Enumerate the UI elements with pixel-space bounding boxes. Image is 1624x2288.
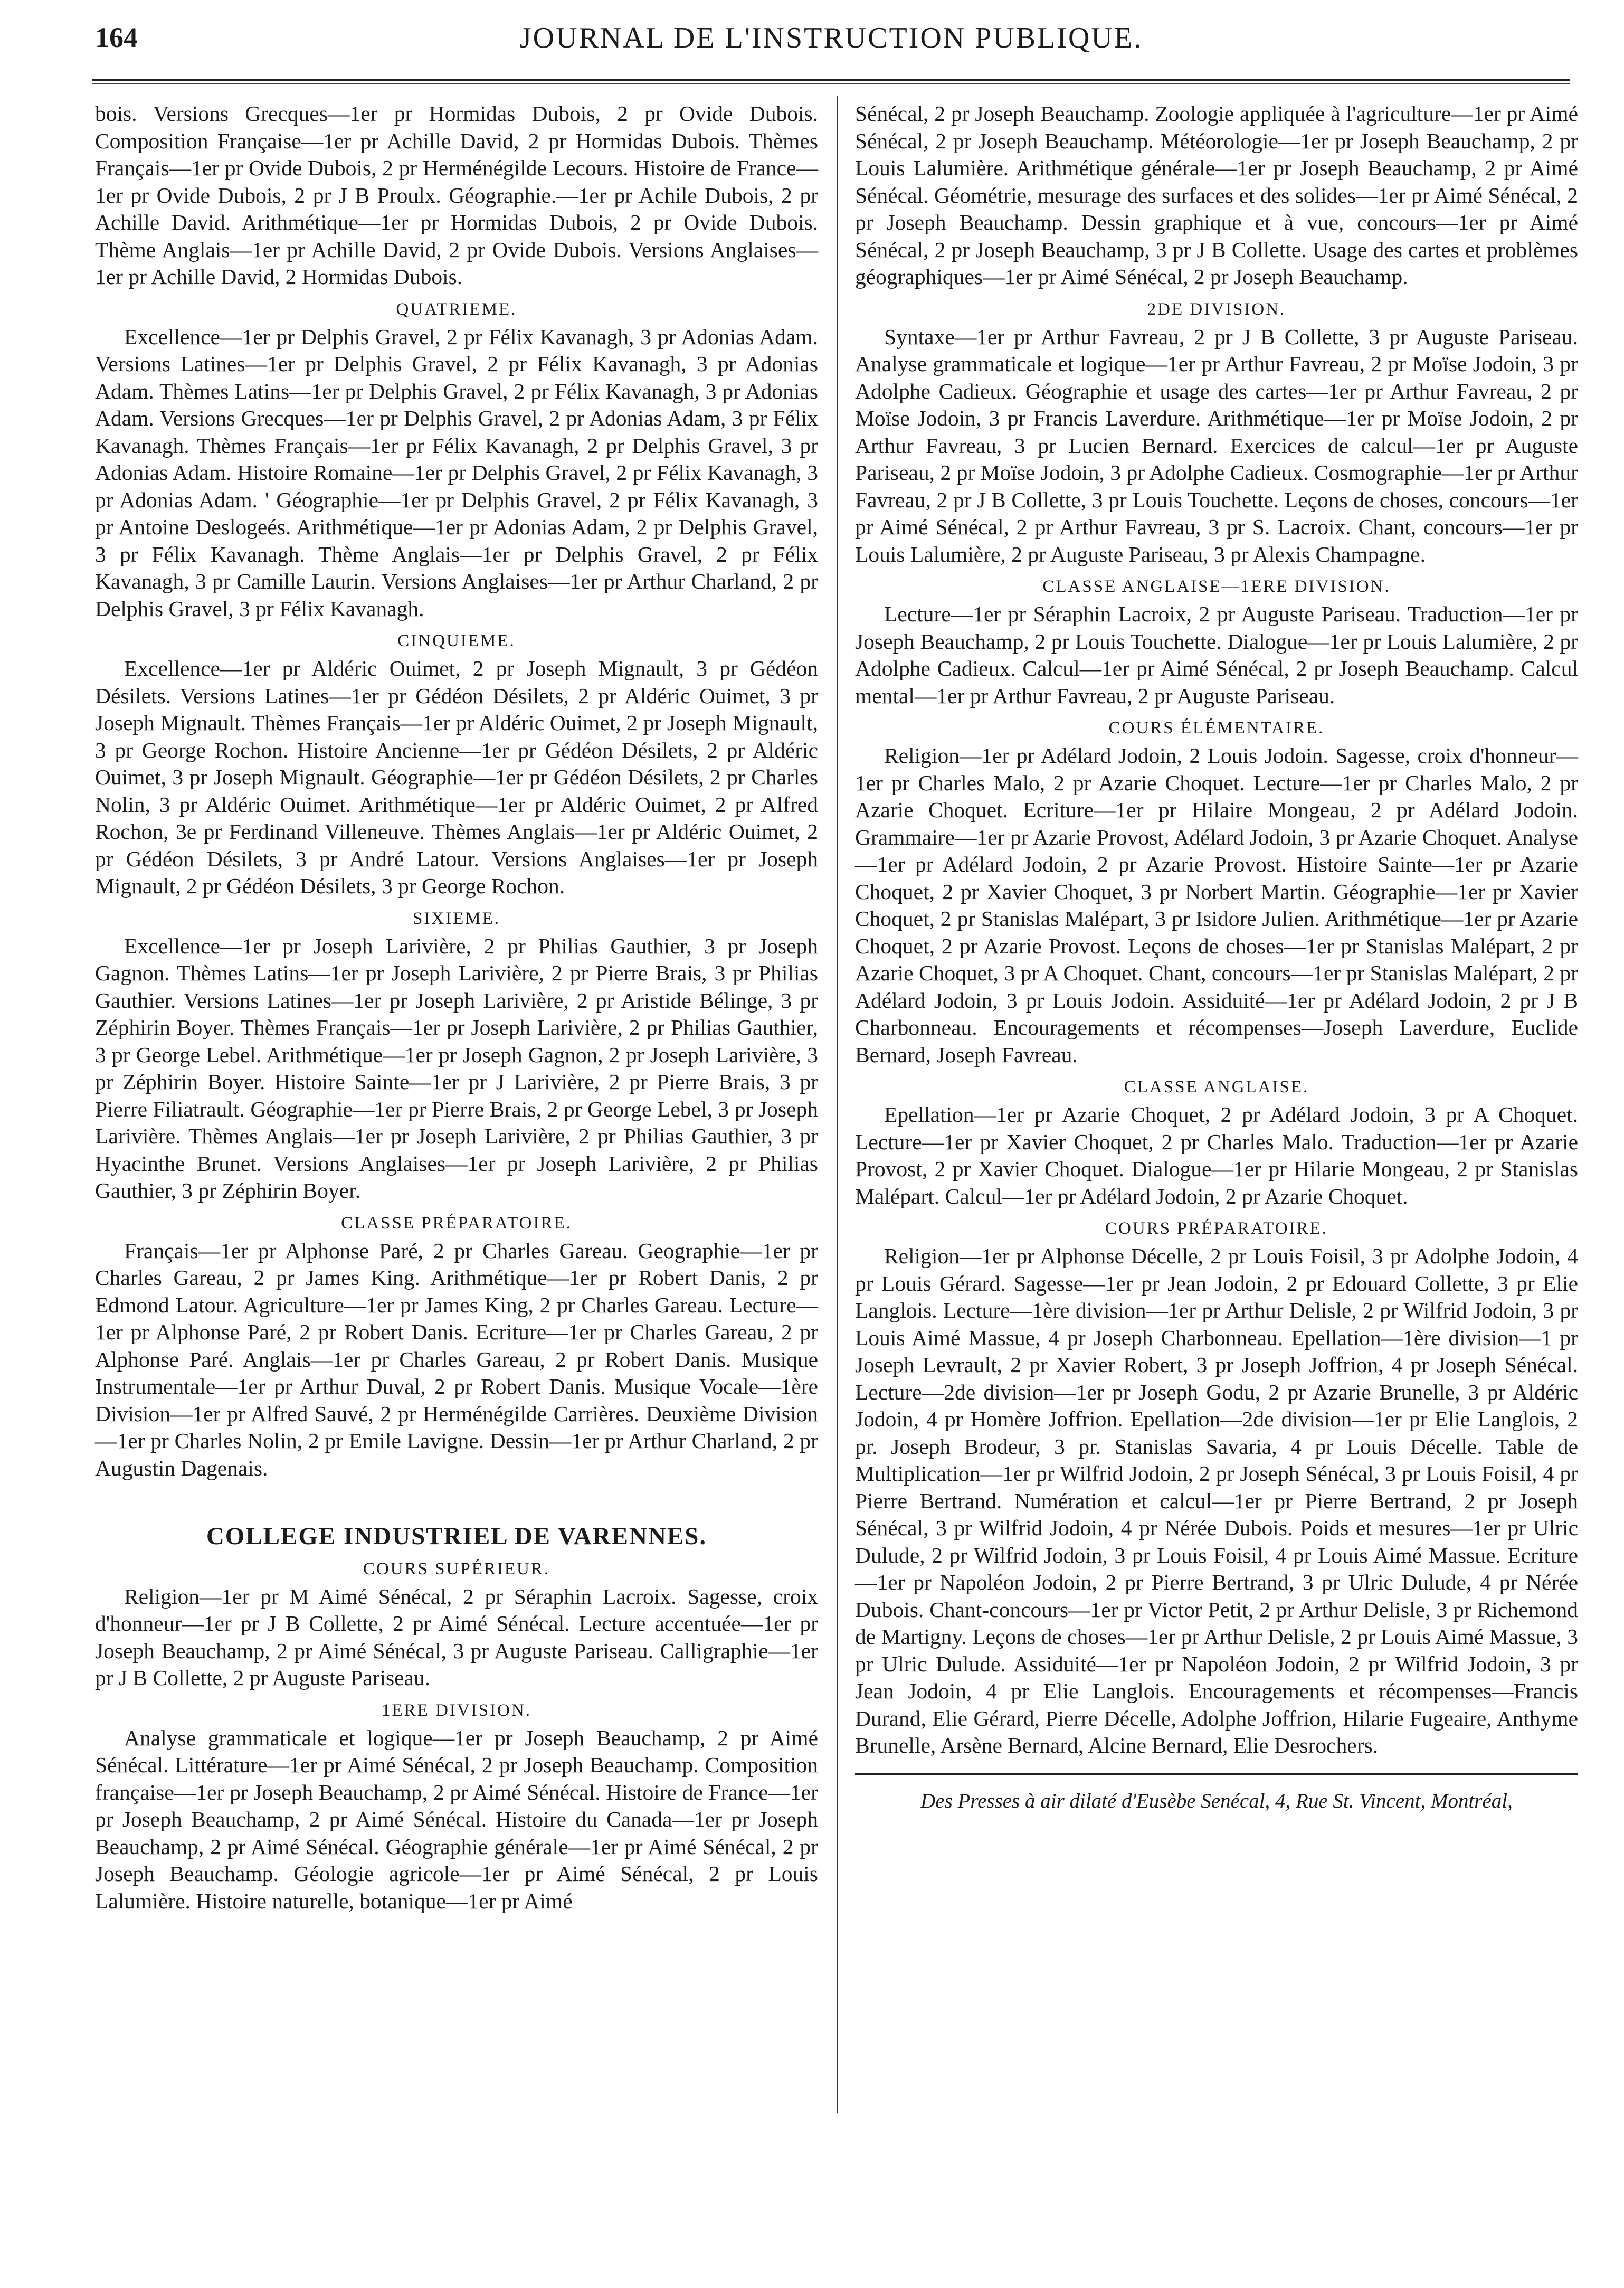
paragraph-classe-preparatoire: Français—1er pr Alphonse Paré, 2 pr Charles Gareau. Geographie—1er pr Charles Gareau, 2 pr James King. Arithmétique—1er pr Robert Danis, 2 pr Edmond Latour. Agriculture—1er pr James King, 2 pr Charles Gareau. Lecture—1er pr Alphonse Paré, 2 pr Robert Danis. Ecriture—1er pr Charles Gareau, 2 pr Alphonse Paré. Anglais—1er pr Charles Gareau, 2 pr Robert Danis. Musique Instrumentale—1er pr Arthur Duval, 2 pr Robert Danis. Musique Vocale—1ère Division—1er pr Alfred Sauvé, 2 pr Herménégilde Carrières. Deuxième Division—1er pr Charles Nolin, 2 pr Emile Lavigne. Dessin—1er pr Arthur Charland, 2 pr Augustin Dagenais.	[95, 1238, 818, 1480]
header-rule	[92, 79, 1570, 81]
printer-imprint: Des Presses à air dilaté d'Eusèbe Senécal, 4, Rue St. Vincent, Montréal,	[920, 1789, 1513, 1812]
paragraph-cours-superieur: Religion—1er pr M Aimé Sénécal, 2 pr Séraphin Lacroix. Sagesse, croix d'honneur—1er pr J B Collette, 2 pr Aimé Sénécal. Lecture accentuée—1er pr Joseph Beauchamp, 2 pr Aimé Sénécal, 3 pr Auguste Pariseau. Calligraphie—1er pr J B Collette, 2 pr Auguste Pariseau.	[95, 1584, 818, 1690]
section-heading-quatrieme: QUATRIEME.	[396, 299, 517, 319]
imprint-rule	[855, 1773, 1578, 1775]
section-heading-1ere-division: 1ERE DIVISION.	[382, 1700, 531, 1720]
section-heading-classe-anglaise: CLASSE ANGLAISE.	[1124, 1077, 1309, 1096]
paragraph-sixieme: Excellence—1er pr Joseph Larivière, 2 pr Philias Gauthier, 3 pr Joseph Gagnon. Thèmes Latins—1er pr Joseph Larivière, 2 pr Pierre Brais, 3 pr Philias Gauthier. Versions Latines—1er pr Joseph Larivière, 2 pr Aristide Bélinge, 3 pr Zéphirin Boyer. Thèmes Français—1er pr Joseph Larivière, 2 pr Philias Gauthier, 3 pr George Lebel. Arithmétique—1er pr Joseph Gagnon, 2 pr Joseph Larivière, 3 pr Zéphirin Boyer. Histoire Sainte—1er pr J Larivière, 2 pr Pierre Brais, 3 pr Pierre Filiatrault. Géographie—1er pr Pierre Brais, 2 pr George Lebel, 3 pr Joseph Larivière. Thèmes Anglais—1er pr Joseph Larivière, 2 pr Philias Gauthier, 3 pr Hyacinthe Brunet. Versions Anglaises—1er pr Joseph Larivière, 2 pr Philias Gauthier, 3 pr Zéphirin Boyer.	[95, 933, 818, 1203]
left-column	[95, 100, 818, 1915]
section-heading-2de-division: 2DE DIVISION.	[1147, 299, 1286, 319]
section-heading-classe-preparatoire: CLASSE PRÉPARATOIRE.	[341, 1213, 572, 1233]
header-rule-thin	[92, 83, 1570, 84]
college-heading: COLLEGE INDUSTRIEL DE VARENNES.	[206, 1523, 707, 1550]
paragraph-1ere-division: Analyse grammaticale et logique—1er pr Joseph Beauchamp, 2 pr Aimé Sénécal. Littérature—1er pr Aimé Sénécal, 2 pr Joseph Beauchamp. Composition française—1er pr Joseph Beauchamp, 2 pr Aimé Sénécal. Histoire de France—1er pr Joseph Beauchamp, 2 pr Aimé Sénécal. Histoire du Canada—1er pr Joseph Beauchamp, 2 pr Aimé Sénécal. Géographie générale—1er pr Aimé Sénécal, 2 pr Joseph Beauchamp. Géologie agricole—1er pr Aimé Sénécal, 2 pr Louis Lalumière. Histoire naturelle, botanique—1er pr Aimé	[95, 1725, 818, 1913]
section-heading-sixieme: SIXIEME.	[412, 909, 501, 928]
right-intro-paragraph: Sénécal, 2 pr Joseph Beauchamp. Zoologie appliquée à l'agriculture—1er pr Aimé Sénécal, 2 pr Joseph Beauchamp. Météorologie—1er pr Joseph Beauchamp, 2 pr Louis Lalumière. Arithmétique générale—1er pr Joseph Beauchamp, 2 pr Aimé Sénécal. Géométrie, mesurage des surfaces et des solides—1er pr Aimé Sénécal, 2 pr Joseph Beauchamp. Dessin graphique et à vue, concours—1er pr Aimé Sénécal, 2 pr Joseph Beauchamp, 3 pr J B Collette. Usage des cartes et problèmes géographiques—1er pr Aimé Sénécal, 2 pr Joseph Beauchamp.	[855, 101, 1578, 289]
left-intro-paragraph: bois. Versions Grecques—1er pr Hormidas Dubois, 2 pr Ovide Dubois. Composition Française—1er pr Achille David, 2 pr Hormidas Dubois. Thèmes Français—1er pr Ovide Dubois, 2 pr Herménégilde Lecours. Histoire de France—1er pr Ovide Dubois, 2 pr J B Proulx. Géographie.—1er pr Achile Dubois, 2 pr Achille David. Arithmétique—1er pr Hormidas Dubois, 2 pr Ovide Dubois. Thème Anglais—1er pr Achille David, 2 pr Ovide Dubois. Versions Anglaises—1er pr Achille David, 2 Hormidas Dubois.	[95, 101, 818, 289]
paragraph-cours-elementaire: Religion—1er pr Adélard Jodoin, 2 Louis Jodoin. Sagesse, croix d'honneur—1er pr Charles Malo, 2 pr Azarie Choquet. Lecture—1er pr Charles Malo, 2 pr Azarie Choquet. Ecriture—1er pr Hilaire Mongeau, 2 pr Adélard Jodoin. Grammaire—1er pr Azarie Provost, Adélard Jodoin, 3 pr Azarie Choquet. Analyse—1er pr Adélard Jodoin, 2 pr Azarie Provost. Histoire Sainte—1er pr Azarie Choquet, 2 pr Xavier Choquet, 3 pr Norbert Martin. Géographie—1er pr Xavier Choquet, 2 pr Stanislas Malépart, 3 pr Isidore Julien. Arithmétique—1er pr Azarie Choquet, 2 pr Azarie Provost. Leçons de choses—1er pr Stanislas Malépart, 2 pr Azarie Choquet, 3 pr A Choquet. Chant, concours—1er pr Stanislas Malépart, 2 pr Adélard Jodoin, 3 pr Louis Jodoin. Assiduité—1er pr Adélard Jodoin, 2 pr J B Charbonneau. Encouragements et récompenses—Joseph Laverdure, Euclide Bernard, Joseph Favreau.	[855, 743, 1578, 1067]
page-number: 164	[95, 22, 138, 53]
section-heading-cours-superieur: COURS SUPÉRIEUR.	[363, 1559, 550, 1578]
paragraph-cours-preparatoire: Religion—1er pr Alphonse Décelle, 2 pr Louis Foisil, 3 pr Adolphe Jodoin, 4 pr Louis Gérard. Sagesse—1er pr Jean Jodoin, 2 pr Edouard Collette, 3 pr Elie Langlois. Lecture—1ère division—1er pr Arthur Delisle, 2 pr Wilfrid Jodoin, 3 pr Louis Aimé Massue, 4 pr Joseph Charbonneau. Epellation—1ère division—1 pr Joseph Levrault, 2 pr Xavier Robert, 3 pr Joseph Joffrion, 4 pr Joseph Sénécal. Lecture—2de division—1er pr Joseph Godu, 2 pr Azarie Brunelle, 3 pr Aldéric Jodoin, 4 pr Homère Joffrion. Epellation—2de division—1er pr Elie Langlois, 2 pr. Joseph Brodeur, 3 pr. Stanislas Savaria, 4 pr Louis Décelle. Table de Multiplication—1er pr Wilfrid Jodoin, 2 pr Joseph Sénécal, 3 pr Louis Foisil, 4 pr Pierre Bertrand. Numération et calcul—1er pr Pierre Bertrand, 2 pr Joseph Sénécal, 3 pr Wilfrid Jodoin, 4 pr Nérée Dubois. Poids et mesures—1er pr Ulric Dulude, 2 pr Wilfrid Jodoin, 3 pr Louis Foisil, 4 pr Louis Aimé Massue. Ecriture—1er pr Napoléon Jodoin, 2 pr Pierre Bertrand, 3 pr Ulric Dulude, 4 pr Nérée Dubois. Chant-concours—1er pr Victor Petit, 2 pr Arthur Delisle, 3 pr Richemond de Martigny. Leçons de choses—1er pr Arthur Delisle, 2 pr Louis Aimé Massue, 3 pr Ulric Dulude. Assiduité—1er pr Napoléon Jodoin, 2 pr Wilfrid Jodoin, 3 pr Jean Jodoin, 4 pr Elie Langlois. Encouragements et récompenses—Francis Durand, Elie Gérard, Pierre Décelle, Adolphe Joffrion, Hilarie Fugeaire, Anthyme Brunelle, Arsène Bernard, Alcine Bernard, Elie Desrochers.	[855, 1244, 1578, 1757]
paragraph-classe-anglaise: Epellation—1er pr Azarie Choquet, 2 pr Adélard Jodoin, 3 pr A Choquet. Lecture—1er pr Xavier Choquet, 2 pr Charles Malo. Traduction—1er pr Azarie Provost, 2 pr Xavier Choquet. Dialogue—1er pr Hilarie Mongeau, 2 pr Stanislas Malépart. Calcul—1er pr Adélard Jodoin, 2 pr Azarie Choquet.	[855, 1102, 1578, 1208]
paragraph-2de-division: Syntaxe—1er pr Arthur Favreau, 2 pr J B Collette, 3 pr Auguste Pariseau. Analyse grammaticale et logique—1er pr Arthur Favreau, 2 pr Moïse Jodoin, 3 pr Adolphe Cadieux. Géographie et usage des cartes—1er pr Arthur Favreau, 2 pr Moïse Jodoin, 3 pr Francis Laverdure. Arithmétique—1er pr Moïse Jodoin, 2 pr Arthur Favreau, 3 pr Lucien Bernard. Exercices de calcul—1er pr Auguste Pariseau, 2 pr Moïse Jodoin, 3 pr Adolphe Cadieux. Cosmographie—1er pr Arthur Favreau, 2 pr J B Collette, 3 pr Louis Touchette. Leçons de choses, concours—1er pr Aimé Sénécal, 2 pr Arthur Favreau, 3 pr S. Lacroix. Chant, concours—1er pr Louis Lalumière, 2 pr Auguste Pariseau, 3 pr Alexis Champagne.	[855, 324, 1578, 566]
paragraph-cinquieme: Excellence—1er pr Aldéric Ouimet, 2 pr Joseph Mignault, 3 pr Gédéon Désilets. Versions Latines—1er pr Gédéon Désilets, 2 pr Aldéric Ouimet, 3 pr Joseph Mignault. Thèmes Français—1er pr Aldéric Ouimet, 2 pr Joseph Mignault, 3 pr George Rochon. Histoire Ancienne—1er pr Gédéon Désilets, 2 pr Aldéric Ouimet, 3 pr Joseph Mignault. Géographie—1er pr Gédéon Désilets, 2 pr Charles Nolin, 3 pr Aldéric Ouimet. Arithmétique—1er pr Aldéric Ouimet, 2 pr Alfred Rochon, 3e pr Ferdinand Villeneuve. Thèmes Anglais—1er pr Aldéric Ouimet, 2 pr Gédéon Désilets, 3 pr André Latour. Versions Anglaises—1er pr Joseph Mignault, 2 pr Gédéon Désilets, 3 pr George Rochon.	[95, 656, 818, 898]
column-divider	[837, 96, 838, 2113]
paragraph-quatrieme: Excellence—1er pr Delphis Gravel, 2 pr Félix Kavanagh, 3 pr Adonias Adam. Versions Latines—1er pr Delphis Gravel, 2 pr Félix Kavanagh, 3 pr Adonias Adam. Thèmes Latins—1er pr Delphis Gravel, 2 pr Félix Kavanagh, 3 pr Adonias Adam. Versions Grecques—1er pr Delphis Gravel, 2 pr Adonias Adam, 3 pr Félix Kavanagh. Thèmes Français—1er pr Félix Kavanagh, 2 pr Delphis Gravel, 3 pr Adonias Adam. Histoire Romaine—1er pr Delphis Gravel, 2 pr Félix Kavanagh, 3 pr Adonias Adam. ' Géographie—1er pr Delphis Gravel, 2 pr Félix Kavanagh, 3 pr Antoine Deslogeés. Arithmétique—1er pr Adonias Adam, 2 pr Delphis Gravel, 3 pr Félix Kavanagh. Thème Anglais—1er pr Delphis Gravel, 2 pr Félix Kavanagh, 3 pr Camille Laurin. Versions Anglaises—1er pr Arthur Charland, 2 pr Delphis Gravel, 3 pr Félix Kavanagh.	[95, 324, 818, 621]
paragraph-classe-anglaise-1ere: Lecture—1er pr Séraphin Lacroix, 2 pr Auguste Pariseau. Traduction—1er pr Joseph Beauchamp, 2 pr Louis Touchette. Dialogue—1er pr Louis Lalumière, 2 pr Adolphe Cadieux. Calcul—1er pr Aimé Sénécal, 2 pr Joseph Beauchamp. Calcul mental—1er pr Arthur Favreau, 2 pr Auguste Pariseau.	[855, 602, 1578, 708]
running-title: JOURNAL DE L'INSTRUCTION PUBLIQUE.	[519, 22, 1143, 54]
right-column	[855, 100, 1578, 1814]
page-header	[95, 21, 1568, 63]
section-heading-classe-anglaise-1ere: CLASSE ANGLAISE—1ERE DIVISION.	[1042, 577, 1391, 596]
section-heading-cinquieme: CINQUIEME.	[397, 631, 516, 650]
section-heading-cours-preparatoire: COURS PRÉPARATOIRE.	[1105, 1219, 1328, 1238]
section-heading-cours-elementaire: COURS ÉLÉMENTAIRE.	[1108, 718, 1325, 738]
